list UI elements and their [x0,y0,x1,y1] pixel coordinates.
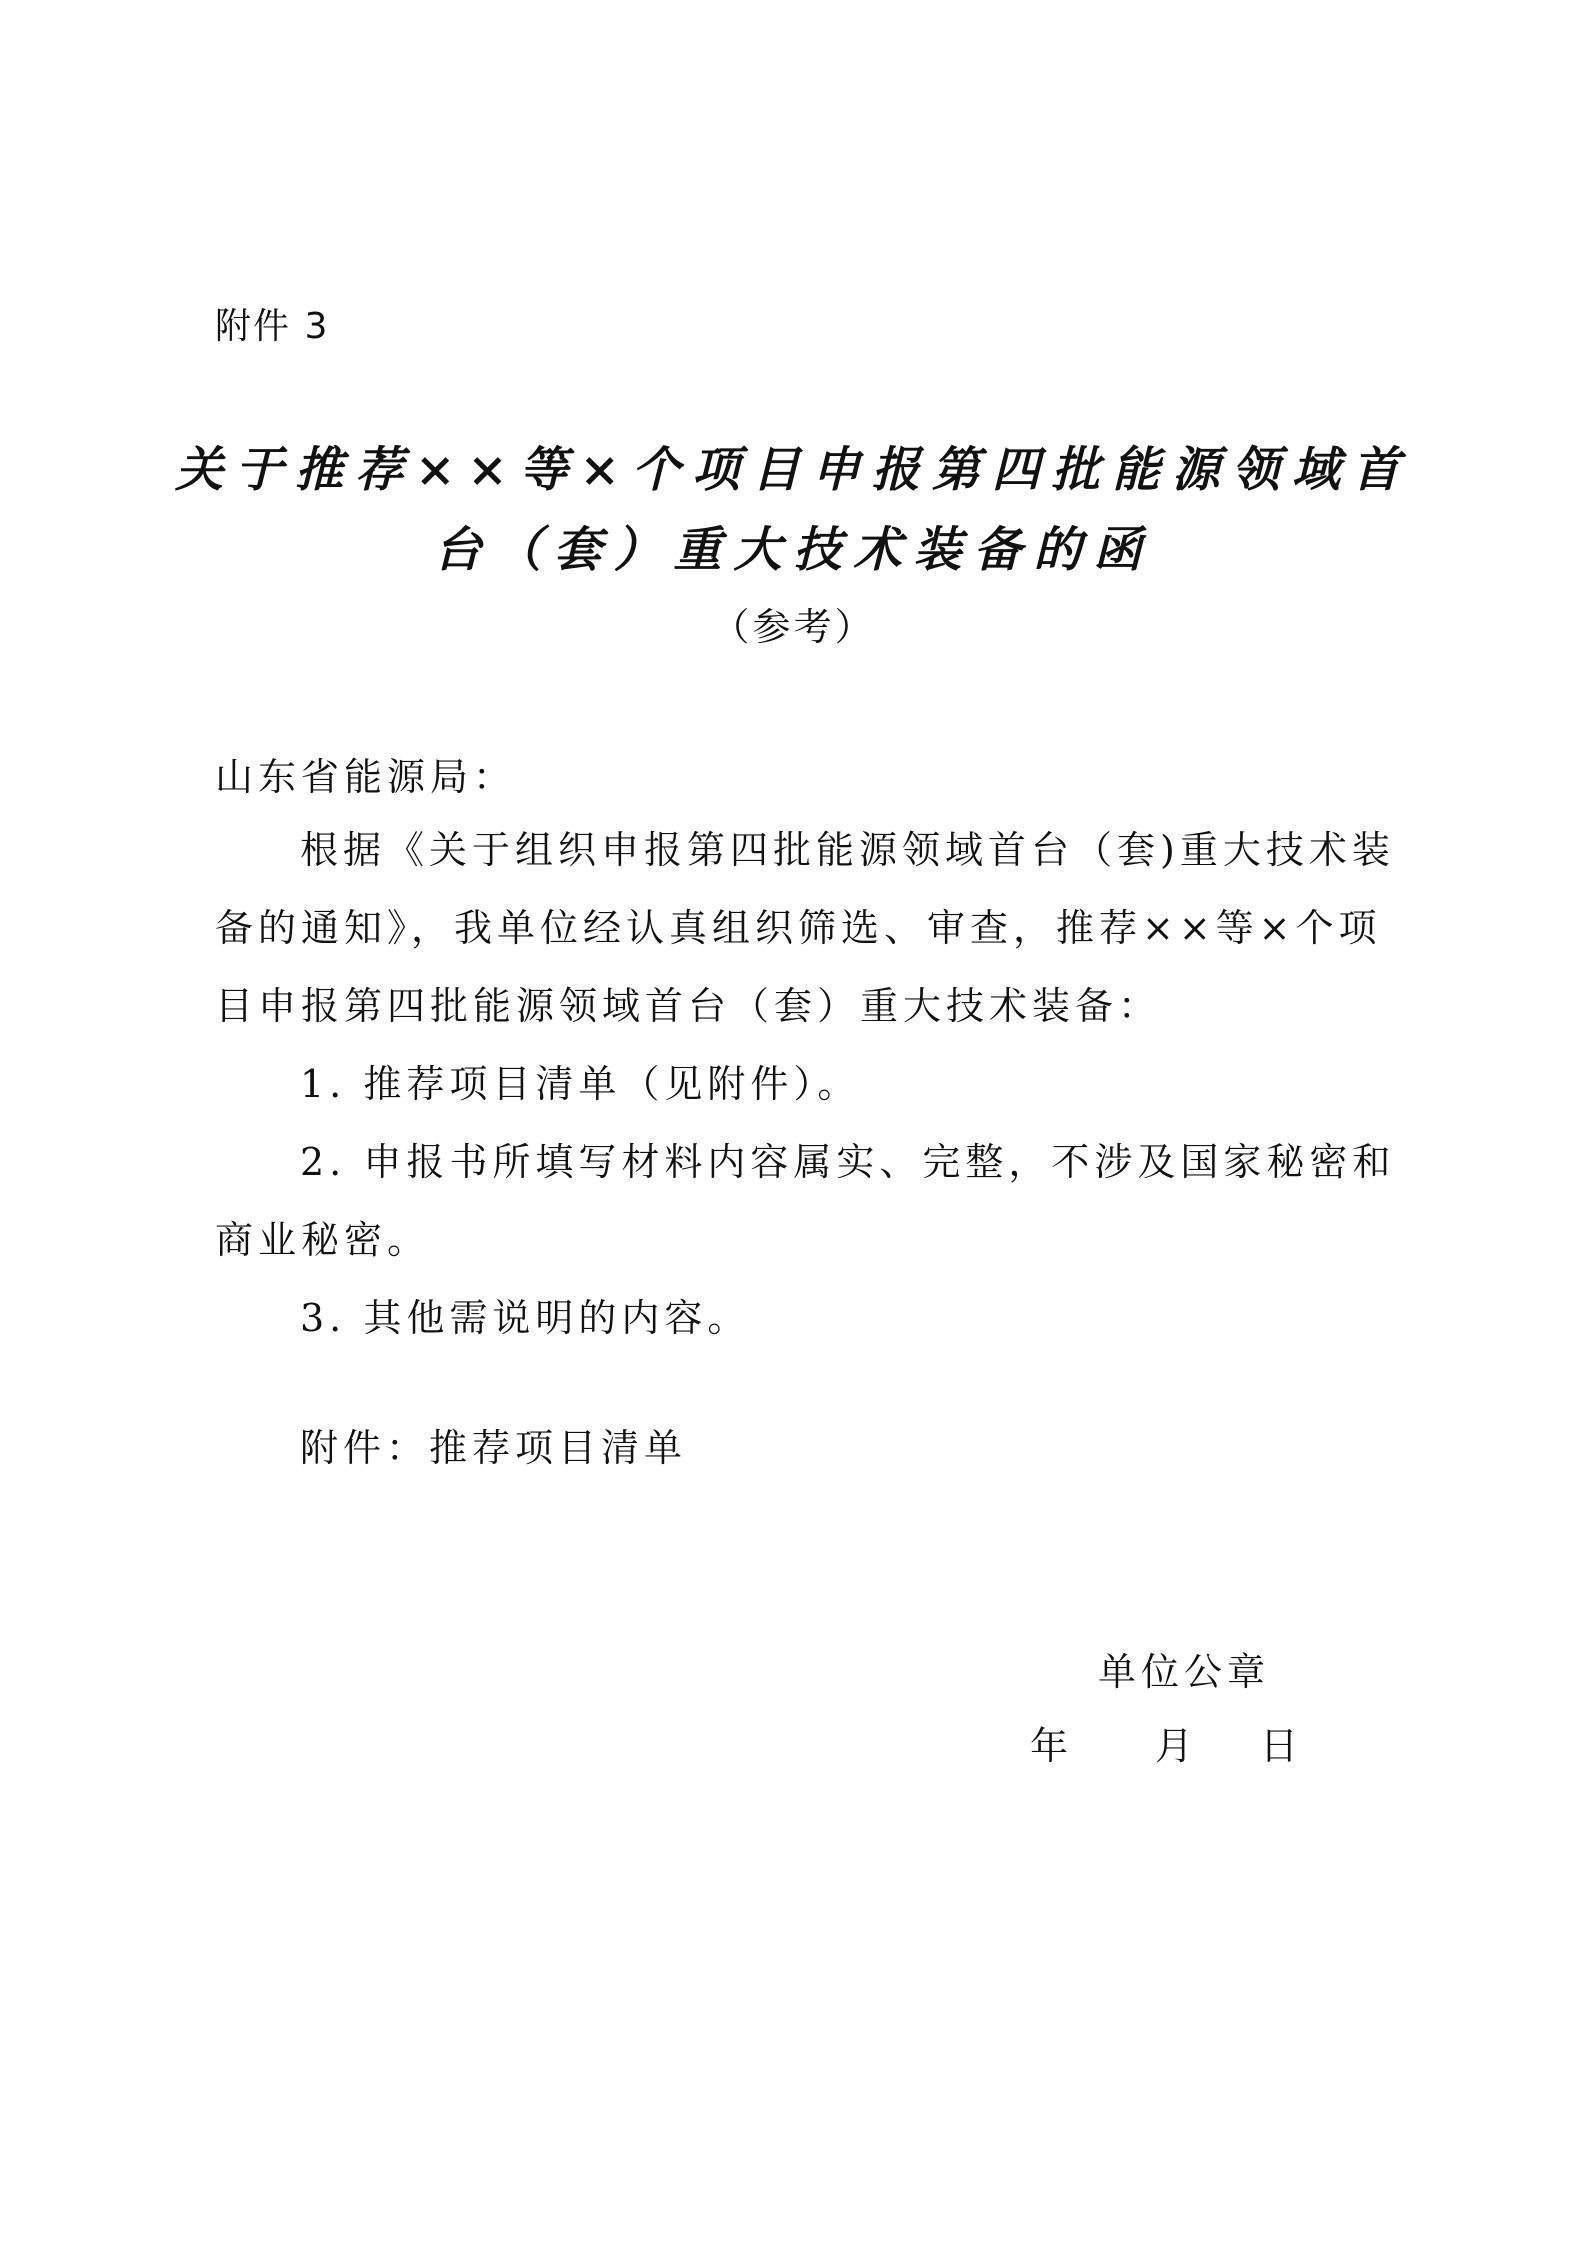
date-month-label: 月 [1155,1724,1194,1768]
list-item-2-line-1: 2. 申报书所填写材料内容属实、完整，不涉及国家秘密和 [300,1140,1396,1184]
paragraph-1-line-3: 目申报第四批能源领域首台（套）重大技术装备： [215,984,1162,1028]
paragraph-1-line-2: 备的通知》，我单位经认真组织筛选、审查，推荐××等×个项 [215,906,1382,950]
recipient-line: 山东省能源局： [215,755,517,799]
date-day-label: 日 [1260,1724,1299,1768]
document-subtitle: （参考） [711,605,876,649]
date-year-label: 年 [1030,1724,1069,1768]
attachment-label: 附件 3 [215,306,330,347]
list-item-2-line-2: 商业秘密。 [215,1218,431,1262]
list-item-1: 1. 推荐项目清单（见附件）。 [300,1062,861,1106]
document-title-line-1: 关于推荐××等×个项目申报第四批能源领域首 [175,442,1412,498]
paragraph-1-line-1: 根据《关于组织申报第四批能源领域首台（套)重大技术装 [300,828,1395,872]
document-title-line-2: 台（套）重大技术装备的函 [433,522,1154,578]
list-item-3: 3. 其他需说明的内容。 [300,1296,751,1340]
seal-label: 单位公章 [1098,1650,1271,1694]
enclosure-note: 附件：推荐项目清单 [300,1426,688,1470]
